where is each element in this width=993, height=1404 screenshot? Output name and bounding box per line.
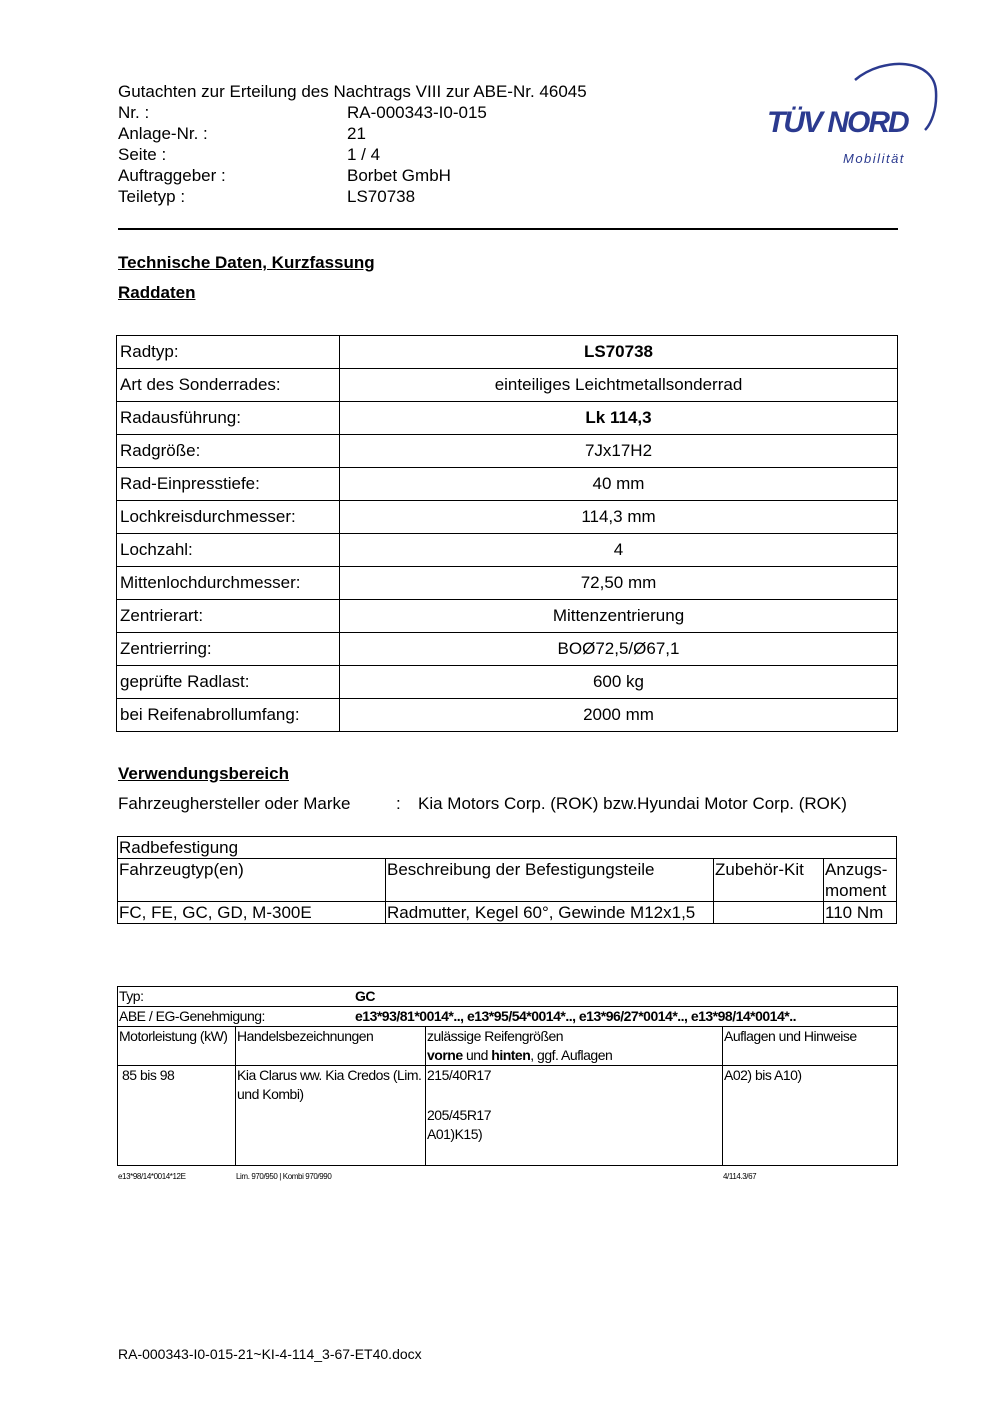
table-row: Radausführung: Lk 114,3 bbox=[117, 402, 898, 435]
table-row bbox=[118, 837, 897, 859]
usage-line bbox=[118, 794, 847, 814]
table-row bbox=[118, 987, 898, 1007]
table-row: 85 bis 98 Kia Clarus ww. Kia Credos (Lim. und Kombi) 215/40R17 205/45R17 A01)K15) A02) bis A10) bbox=[118, 1066, 898, 1166]
table-row: Zentrierart: Mittenzentrierung bbox=[117, 600, 898, 633]
header-row-auftraggeber: Auftraggeber : Borbet GmbH bbox=[118, 166, 451, 185]
table-row: Radtyp: LS70738 bbox=[117, 336, 898, 369]
usage-label: Fahrzeughersteller oder Marke bbox=[118, 794, 351, 813]
typ-table bbox=[117, 986, 898, 1166]
table-row: Mittenlochdurchmesser: 72,50 mm bbox=[117, 567, 898, 600]
logo-brand: TÜV NORD bbox=[767, 106, 908, 139]
abe-value: e13*93/81*0014*.., e13*95/54*0014*.., e13*96/27*0014*.., e13*98/14*0014*.. bbox=[355, 1008, 796, 1024]
table-row: Lochkreisdurchmesser: 114,3 mm bbox=[117, 501, 898, 534]
table-row: Fahrzeugtyp(en) Beschreibung der Befestigungsteile Zubehör-Kit Anzugs-moment bbox=[118, 859, 897, 902]
table-row: Art des Sonderrades: einteiliges Leichtmetallsonderrad bbox=[117, 369, 898, 402]
radbefestigung-title: Radbefestigung bbox=[118, 837, 897, 859]
table-row: Rad-Einpresstiefe: 40 mm bbox=[117, 468, 898, 501]
section-title-verwendungsbereich: Verwendungsbereich bbox=[118, 764, 289, 783]
usage-separator: : bbox=[396, 794, 401, 813]
typ-footer-approval: e13*98/14*0014*12E bbox=[118, 1172, 186, 1181]
typ-label: Typ: bbox=[119, 988, 144, 1004]
report-title: Gutachten zur Erteilung des Nachtrags VIII zur ABE-Nr. 46045 bbox=[118, 82, 587, 101]
tyre-subheader: vorne und hinten, ggf. Auflagen bbox=[427, 1047, 613, 1063]
logo-subtitle: Mobilität bbox=[843, 151, 905, 166]
abe-label: ABE / EG-Genehmigung: bbox=[119, 1008, 265, 1024]
header-row-anlage: Anlage-Nr. : 21 bbox=[118, 124, 366, 143]
typ-footer-dimensions: Lim. 970/950 | Kombi 970/990 bbox=[236, 1172, 332, 1181]
section-title-raddaten: Raddaten bbox=[118, 283, 196, 302]
table-row: FC, FE, GC, GD, M-300E Radmutter, Kegel 60°, Gewinde M12x1,5 110 Nm bbox=[118, 902, 897, 924]
radbefestigung-table bbox=[117, 836, 897, 924]
raddaten-table bbox=[116, 335, 898, 732]
section-title-technische-daten: Technische Daten, Kurzfassung bbox=[118, 253, 375, 272]
header-row-seite: Seite : 1 / 4 bbox=[118, 145, 381, 164]
table-row bbox=[118, 1007, 898, 1027]
table-row: Motorleistung (kW) Handelsbezeichnungen zulässige Reifengrößen vorne und hinten, ggf. Auflagen Auflagen und Hinweise bbox=[118, 1027, 898, 1066]
document-header bbox=[118, 81, 587, 207]
document-filename: RA-000343-I0-015-21~KI-4-114_3-67-ET40.docx bbox=[118, 1346, 422, 1362]
tuv-nord-logo bbox=[763, 58, 943, 173]
typ-value: GC bbox=[355, 988, 375, 1004]
table-row: Radgröße: 7Jx17H2 bbox=[117, 435, 898, 468]
typ-footer-code: 4/114.3/67 bbox=[723, 1172, 757, 1181]
header-row-nr: Nr. : RA-000343-I0-015 bbox=[118, 103, 487, 122]
table-row: geprüfte Radlast: 600 kg bbox=[117, 666, 898, 699]
table-row: Zentrierring: BOØ72,5/Ø67,1 bbox=[117, 633, 898, 666]
header-row-teiletyp: Teiletyp : LS70738 bbox=[118, 187, 416, 206]
table-row: Lochzahl: 4 bbox=[117, 534, 898, 567]
table-row: bei Reifenabrollumfang: 2000 mm bbox=[117, 699, 898, 732]
usage-value: Kia Motors Corp. (ROK) bzw.Hyundai Motor Corp. (ROK) bbox=[418, 794, 847, 813]
header-divider bbox=[118, 228, 898, 230]
